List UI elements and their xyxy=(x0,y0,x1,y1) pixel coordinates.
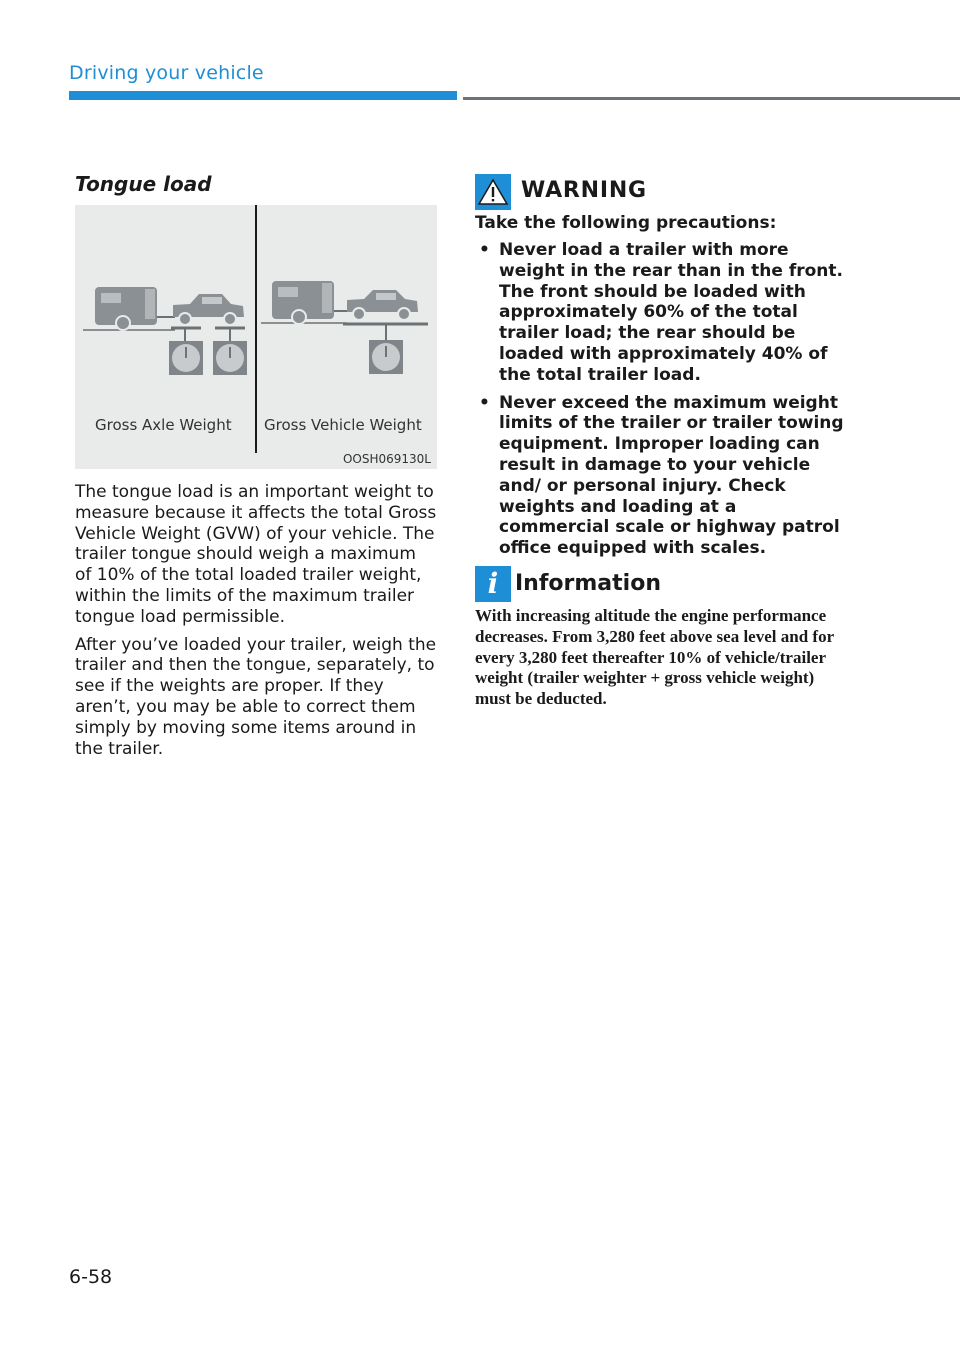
warning-triangle-icon xyxy=(475,174,511,210)
information-title: Information xyxy=(515,571,661,596)
warning-item xyxy=(475,393,845,559)
paragraph-tongue-load: The tongue load is an important weight to measure because it affects the total Gross Vehicle Weight (GVW) of your vehicle. The trailer tongue should weigh a maximum of 10% of the total loaded trailer weight, within the limits of the maximum trailer tongue load permissible. xyxy=(75,482,437,627)
warning-intro: Take the following precautions: xyxy=(475,213,777,233)
info-icon: i xyxy=(475,566,511,602)
bullet-icon: • xyxy=(479,240,490,260)
header-section-title: Driving your vehicle xyxy=(69,62,264,84)
paragraph-after-loading: After you’ve loaded your trailer, weigh the trailer and then the tongue, separately, to see if the weights are proper. If they aren’t, you may be able to correct them simply by moving some items around in the trailer. xyxy=(75,634,437,759)
section-title: Tongue load xyxy=(75,172,212,196)
tongue-load-figure xyxy=(75,205,437,469)
warning-title: WARNING xyxy=(521,178,647,203)
figure-code: OOSH069130L xyxy=(342,452,431,466)
gross-axle-weight-caption: Gross Axle Weight xyxy=(95,416,232,434)
body-text xyxy=(75,482,437,759)
left-car-illustration xyxy=(169,294,247,375)
header-divider xyxy=(463,97,960,100)
right-trailer-illustration xyxy=(261,281,349,324)
page-number: 6-58 xyxy=(69,1266,113,1288)
bullet-icon: • xyxy=(479,392,490,413)
warning-list xyxy=(475,240,845,566)
warning-item xyxy=(475,240,845,386)
warning-item-text: Never exceed the maximum weight limits of the trailer or trailer towing equipment. Improper loading can result in damage to your vehicle and/ or personal injury. Check weights and loading at a commercial scale or highway patrol office equipped with scales. xyxy=(499,392,844,559)
left-trailer-illustration xyxy=(83,287,175,330)
information-text: With increasing altitude the engine performance decreases. From 3,280 feet above sea level and for every 3,280 feet thereafter 10% of vehicle/trailer weight (trailer weighter + gross vehicle weight) must be deducted. xyxy=(475,606,834,709)
warning-item-text: Never load a trailer with more weight in the rear than in the front. The front should be loaded with approximately 60% of the total trailer load; the rear should be loaded with approximately 40% of the total trailer load. xyxy=(499,240,843,385)
gross-vehicle-weight-caption: Gross Vehicle Weight xyxy=(264,416,422,434)
right-car-illustration xyxy=(343,290,428,374)
header-accent-bar xyxy=(69,91,457,100)
